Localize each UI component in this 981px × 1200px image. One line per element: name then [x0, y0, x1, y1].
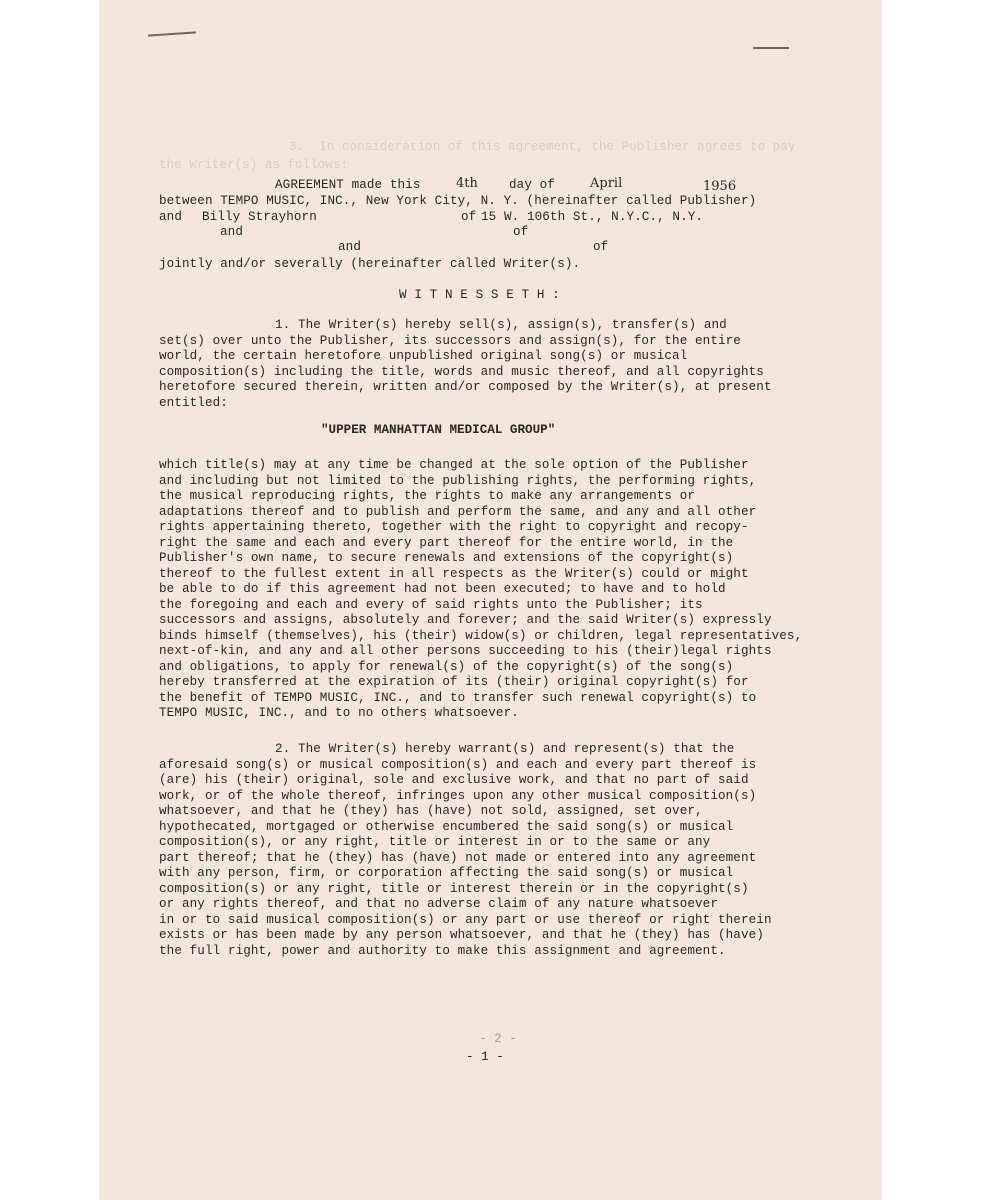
- and-label-2: and: [220, 225, 243, 239]
- of-label-3: of: [593, 240, 609, 254]
- para2-line: composition(s), or any right, title or interest in or to the same or any: [159, 835, 711, 849]
- witnesseth-heading: W I T N E S S E T H :: [399, 288, 560, 302]
- writer-address: 15 W. 106th St., N.Y.C., N.Y.: [481, 210, 704, 224]
- para1-cont-line: which title(s) may at any time be changed at the sole option of the Publisher: [159, 458, 749, 472]
- para1-line: 1. The Writer(s) hereby sell(s), assign(s), transfer(s) and: [275, 318, 727, 332]
- para1-line: set(s) over unto the Publisher, its successors and assign(s), for the entire: [159, 334, 741, 348]
- para2-line: whatsoever, and that he (they) has (have) not sold, assigned, set over,: [159, 804, 703, 818]
- para2-line: or any rights thereof, and that no adverse claim of any nature whatsoever: [159, 897, 718, 911]
- para2-line: work, or of the whole thereof, infringes upon any other musical composition(s): [159, 789, 757, 803]
- para2-line: the full right, power and authority to make this assignment and agreement.: [159, 944, 726, 958]
- para1-cont-line: hereby transferred at the expiration of its (their) original copyright(s) for: [159, 675, 749, 689]
- para1-cont-line: TEMPO MUSIC, INC., and to no others whatsoever.: [159, 706, 519, 720]
- agreement-day: 4th: [456, 176, 478, 191]
- song-title: "UPPER MANHATTAN MEDICAL GROUP": [321, 423, 556, 437]
- agreement-intro: AGREEMENT made this: [275, 178, 421, 192]
- para1-cont-line: next-of-kin, and any and all other persons succeeding to his (their)legal rights: [159, 644, 772, 658]
- para1-cont-line: and including but not limited to the publishing rights, the performing rights,: [159, 474, 757, 488]
- para2-line: composition(s) or any right, title or interest therein or in the copyright(s): [159, 882, 749, 896]
- agreement-month: April: [590, 176, 623, 191]
- para1-cont-line: be able to do if this agreement had not been executed; to have and to hold: [159, 582, 726, 596]
- para1-cont-line: the benefit of TEMPO MUSIC, INC., and to transfer such renewal copyright(s) to: [159, 691, 757, 705]
- para1-cont-line: right the same and each and every part thereof for the entire world, in the: [159, 536, 734, 550]
- para1-cont-line: and obligations, to apply for renewal(s) of the copyright(s) of the song(s): [159, 660, 734, 674]
- para1-line: composition(s) including the title, words and music thereof, and all copyrights: [159, 365, 764, 379]
- top-left-fold-mark: [148, 31, 196, 36]
- writer-name: Billy Strayhorn: [202, 210, 317, 224]
- para2-line: 2. The Writer(s) hereby warrant(s) and represent(s) that the: [275, 742, 735, 756]
- para1-cont-line: adaptations thereof and to publish and perform the same, and any and all other: [159, 505, 757, 519]
- para2-line: with any person, firm, or corporation affecting the said song(s) or musical: [159, 866, 734, 880]
- and-label-3: and: [338, 240, 361, 254]
- para1-line: heretofore secured therein, written and/or composed by the Writer(s), at present: [159, 380, 772, 394]
- para1-cont-line: the foregoing and each and every of said rights unto the Publisher; its: [159, 598, 703, 612]
- document-page: [99, 0, 882, 1200]
- para2-line: part thereof; that he (they) has (have) not made or entered into any agreement: [159, 851, 757, 865]
- page-number: - 1 -: [466, 1050, 504, 1064]
- jointly-line: jointly and/or severally (hereinafter called Writer(s).: [159, 257, 581, 271]
- para1-cont-line: successors and assigns, absolutely and forever; and the said Writer(s) expressly: [159, 613, 772, 627]
- para1-cont-line: binds himself (themselves), his (their) widow(s) or children, legal representatives,: [159, 629, 803, 643]
- para2-line: in or to said musical composition(s) or any part or use thereof or right therein: [159, 913, 772, 927]
- of-label-1: of: [461, 210, 477, 224]
- para2-line: aforesaid song(s) or musical composition(s) and each and every part thereof is: [159, 758, 757, 772]
- para2-line: exists or has been made by any person whatsoever, and that he (they) has (have): [159, 928, 764, 942]
- bleed-through-text: 3. In consideration of this agreement, the Publisher agrees to pay: [289, 140, 796, 154]
- para1-line: entitled:: [159, 396, 228, 410]
- bleed-page-number: - 2 -: [479, 1032, 517, 1046]
- and-label-1: and: [159, 210, 182, 224]
- para1-line: world, the certain heretofore unpublished original song(s) or musical: [159, 349, 688, 363]
- day-of-label: day of: [509, 178, 555, 192]
- para1-cont-line: the musical reproducing rights, the rights to make any arrangements or: [159, 489, 696, 503]
- publisher-line: between TEMPO MUSIC, INC., New York City, N. Y. (hereinafter called Publisher): [159, 194, 757, 208]
- para2-line: hypothecated, mortgaged or otherwise encumbered the said song(s) or musical: [159, 820, 734, 834]
- para1-cont-line: Publisher's own name, to secure renewals and extensions of the copyright(s): [159, 551, 734, 565]
- of-label-2: of: [513, 225, 529, 239]
- para2-line: (are) his (their) original, sole and exclusive work, and that no part of said: [159, 773, 749, 787]
- bleed-through-text: the Writer(s) as follows:: [159, 158, 348, 172]
- para1-cont-line: thereof to the fullest extent in all respects as the Writer(s) could or might: [159, 567, 749, 581]
- top-right-fold-mark: [753, 47, 789, 49]
- agreement-year: 1956: [703, 179, 737, 194]
- para1-cont-line: rights appertaining thereto, together with the right to copyright and recopy-: [159, 520, 749, 534]
